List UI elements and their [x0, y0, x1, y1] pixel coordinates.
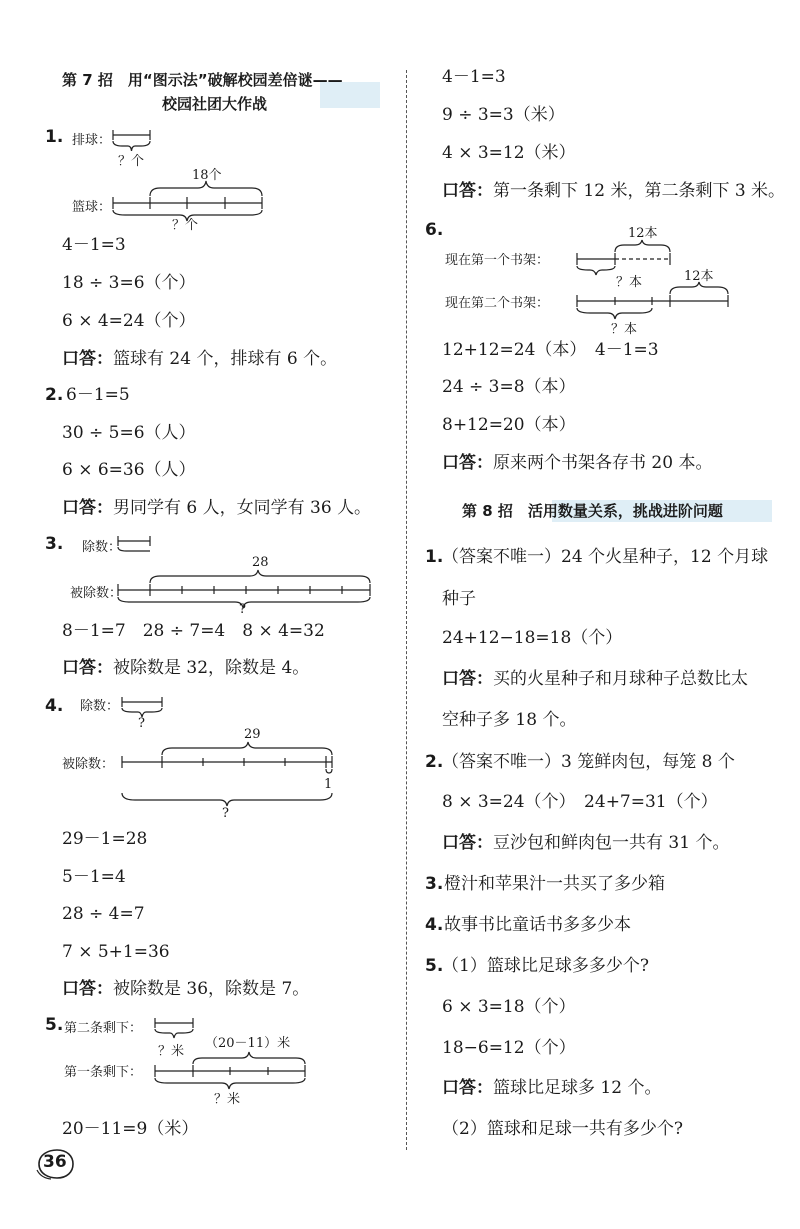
q6-diagram	[0, 0, 800, 340]
diagram-value: 18个	[192, 168, 222, 183]
diagram-label: 现在第一个书架：	[445, 253, 550, 268]
diagram-value: 12本	[628, 226, 658, 241]
calc-line: 24+12−18=18（个）	[442, 628, 623, 648]
calc-line: 7 × 5+1=36	[62, 942, 170, 962]
diagram-question: ？个	[118, 154, 145, 169]
section-title-7-line1: 第 7 招 用“图示法”破解校园差倍谜——	[62, 71, 343, 89]
question-number: 1.	[425, 547, 444, 567]
answer-head: 口答：	[442, 453, 493, 473]
text-line: （答案不唯一）24 个火星种子，12 个月球	[442, 547, 769, 567]
answer-text: 被除数是 32，除数是 4。	[113, 658, 310, 678]
diagram-question: ？米	[158, 1044, 185, 1059]
calc-line: 6－1=5	[66, 385, 130, 405]
answer-line	[442, 1077, 661, 1099]
diagram-label: 篮球：	[72, 200, 112, 215]
question-number: 4.	[425, 915, 444, 935]
diagram-question: ?	[239, 602, 246, 617]
question-number: 2.	[45, 385, 64, 405]
section-title-7-line2: 校园社团大作战	[162, 95, 268, 113]
answer-line	[442, 668, 748, 690]
text-line: （答案不唯一）3 笼鲜肉包，每笼 8 个	[442, 752, 735, 772]
diagram-label: 除数：	[80, 699, 120, 714]
calc-line: 4－1=3	[62, 235, 126, 255]
calc-line: 4－1=3	[442, 67, 506, 87]
diagram-label: 除数：	[82, 540, 122, 555]
diagram-label: 被除数：	[70, 586, 123, 601]
text-line: 故事书比童话书多多少本	[444, 915, 631, 935]
question-number: 5.	[425, 956, 444, 976]
question-number: 4.	[45, 696, 64, 716]
answer-line	[442, 452, 712, 474]
calc-line: 24 ÷ 3=8（本）	[442, 377, 576, 397]
diagram-question: ?	[222, 806, 229, 821]
question-number: 6.	[425, 220, 444, 240]
answer-head: 口答：	[442, 1078, 493, 1098]
answer-head: 口答：	[62, 658, 113, 678]
diagram-question: ？本	[611, 322, 638, 337]
diagram-question: ?	[138, 716, 145, 731]
answer-text: 篮球比足球多 12 个。	[493, 1078, 662, 1098]
calc-line: 28 ÷ 4=7	[62, 904, 145, 924]
answer-text: 篮球有 24 个，排球有 6 个。	[113, 349, 338, 369]
question-number: 2.	[425, 752, 444, 772]
calc-line: 18−6=12（个）	[442, 1038, 576, 1058]
calc-line: 4 × 3=12（米）	[442, 143, 576, 163]
diagram-value: 28	[252, 555, 269, 570]
answer-text: 第一条剩下 12 米，第二条剩下 3 米。	[493, 181, 786, 201]
answer-text: 豆沙包和鲜肉包一共有 31 个。	[493, 833, 730, 853]
answer-text: 买的火星种子和月球种子总数比太	[493, 669, 748, 689]
diagram-question: ？个	[172, 218, 199, 233]
diagram-value: 12本	[684, 269, 714, 284]
calc-line: 8+12=20（本）	[442, 415, 576, 435]
diagram-value: 1	[324, 777, 333, 792]
answer-text: 男同学有 6 人，女同学有 36 人。	[113, 498, 372, 518]
answer-text: 被除数是 36，除数是 7。	[113, 979, 310, 999]
diagram-question: ？米	[214, 1092, 241, 1107]
calc-line: 5－1=4	[62, 867, 126, 887]
diagram-value: 29	[244, 727, 261, 742]
diagram-label: 现在第二个书架：	[445, 296, 550, 311]
text-line: 种子	[442, 589, 476, 609]
diagram-label: 第二条剩下：	[64, 1021, 143, 1036]
question-number: 1.	[45, 127, 64, 147]
calc-line: 30 ÷ 5=6（人）	[62, 423, 196, 443]
calc-line: 20－11=9（米）	[62, 1119, 199, 1139]
calc-line: 18 ÷ 3=6（个）	[62, 273, 196, 293]
calc-line: 8 × 3=24（个） 24+7=31（个）	[442, 792, 718, 812]
calc-line: 6 × 6=36（人）	[62, 460, 196, 480]
diagram-question: ？本	[616, 275, 643, 290]
answer-head: 口答：	[442, 181, 493, 201]
answer-head: 口答：	[62, 979, 113, 999]
question-number: 3.	[425, 874, 444, 894]
text-line: 橙汁和苹果汁一共买了多少箱	[444, 874, 665, 894]
diagram-label: 排球：	[72, 133, 112, 148]
question-number: 3.	[45, 534, 64, 554]
calc-line: 12+12=24（本） 4－1=3	[442, 340, 659, 360]
answer-head: 口答：	[62, 498, 113, 518]
text-line: （1）篮球比足球多多少个?	[442, 956, 649, 976]
question-number: 5.	[45, 1015, 64, 1035]
answer-head: 口答：	[62, 349, 113, 369]
answer-head: 口答：	[442, 833, 493, 853]
calc-line: 6 × 3=18（个）	[442, 997, 576, 1017]
calc-line: 8－1=7 28 ÷ 7=4 8 × 4=32	[62, 621, 325, 641]
calc-line: 6 × 4=24（个）	[62, 311, 196, 331]
diagram-value: （20－11）米	[205, 1036, 291, 1051]
answer-text: 原来两个书架各存书 20 本。	[493, 453, 713, 473]
answer-text: 空种子多 18 个。	[442, 710, 577, 730]
calc-line: 9 ÷ 3=3（米）	[442, 105, 565, 125]
text-line: （2）篮球和足球一共有多少个?	[442, 1119, 683, 1139]
section-title-8: 第 8 招 活用数量关系，挑战进阶问题	[462, 502, 723, 520]
calc-line: 29－1=28	[62, 829, 148, 849]
diagram-label: 第一条剩下：	[64, 1065, 143, 1080]
answer-head: 口答：	[442, 669, 493, 689]
answer-line	[442, 832, 729, 854]
diagram-label: 被除数：	[62, 757, 115, 772]
page-number: 36	[43, 1152, 67, 1172]
